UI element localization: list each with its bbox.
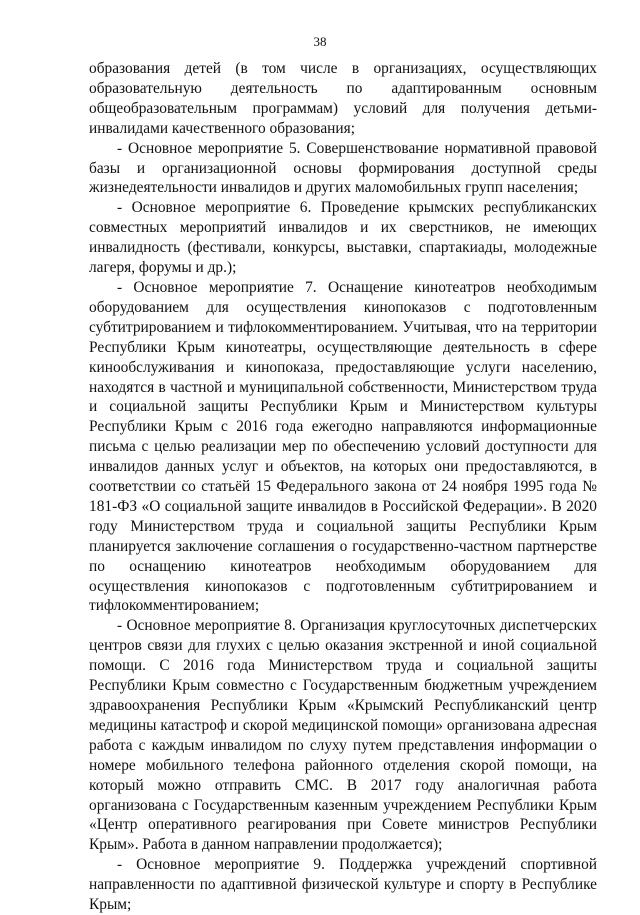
paragraph-activity-5: - Основное мероприятие 5. Совершенствование нормативной правовой базы и организационной основы формирования доступной среды жизнедеятельности инвалидов и других маломобильных групп населения; — [89, 139, 597, 197]
paragraph-activity-7: - Основное мероприятие 7. Оснащение кинотеатров необходимым оборудованием для осуществления кинопоказов с подготовленным субтитрированием и тифлокомментированием. Учитывая, что на территории Республики Крым кинотеатры, осуществляющие деятельность в сфере кинообслуживания и кинопоказа, предоставляющие услуги населению, находятся в частной и муниципальной собственности, Министерством труда и социальной защиты Республики Крым и Министерством культуры Республики Крым с 2016 года ежегодно направляются информационные письма с целью реализации мер по обеспечению условий доступности для инвалидов данных услуг и объектов, на которых они предоставляются, в соответствии со статьёй 15 Федерального закона от 24 ноября 1995 года № 181-ФЗ «О социальной защите инвалидов в Российской Федерации». В 2020 году Министерством труда и социальной защиты Республики Крым планируется заключение соглашения о государственно-частном партнерстве по оснащению кинотеатров необходимым оборудованием для осуществления кинопоказов с подготовленным субтитрированием и тифлокомментированием; — [89, 278, 597, 615]
paragraph-activity-8: - Основное мероприятие 8. Организация круглосуточных диспетчерских центров связи для глухих с целью оказания экстренной и иной социальной помощи. С 2016 года Министерством труда и социальной защиты Республики Крым совместно с Государственным бюджетным учреждением здравоохранения Республики Крым «Крымский Республиканский центр медицины катастроф и скорой медицинской помощи» организована адресная работа с каждым инвалидом по слуху путем представления информации о номере мобильного телефона районного отделения скорой помощи, на который можно отправить СМС. В 2017 году аналогичная работа организована с Государственным казенным учреждением Республики Крым «Центр оперативного реагирования при Совете министров Республики Крым». Работа в данном направлении продолжается); — [89, 617, 597, 854]
document-body — [89, 59, 597, 915]
paragraph-education-continuation: образования детей (в том числе в организациях, осуществляющих образовательную деятельность по адаптированным основным общеобразовательным программам) условий для получения детьми-инвалидами качественного образования; — [89, 60, 597, 137]
paragraph-activity-9: - Основное мероприятие 9. Поддержка учреждений спортивной направленности по адаптивной физической культуре и спорту в Республике Крым; — [89, 856, 597, 914]
page-number: 38 — [313, 34, 327, 49]
paragraph-activity-6: - Основное мероприятие 6. Проведение крымских республиканских совместных мероприятий инвалидов и их сверстников, не имеющих инвалидность (фестивали, конкурсы, выставки, спартакиады, молодежные лагеря, форумы и др.); — [89, 199, 597, 277]
